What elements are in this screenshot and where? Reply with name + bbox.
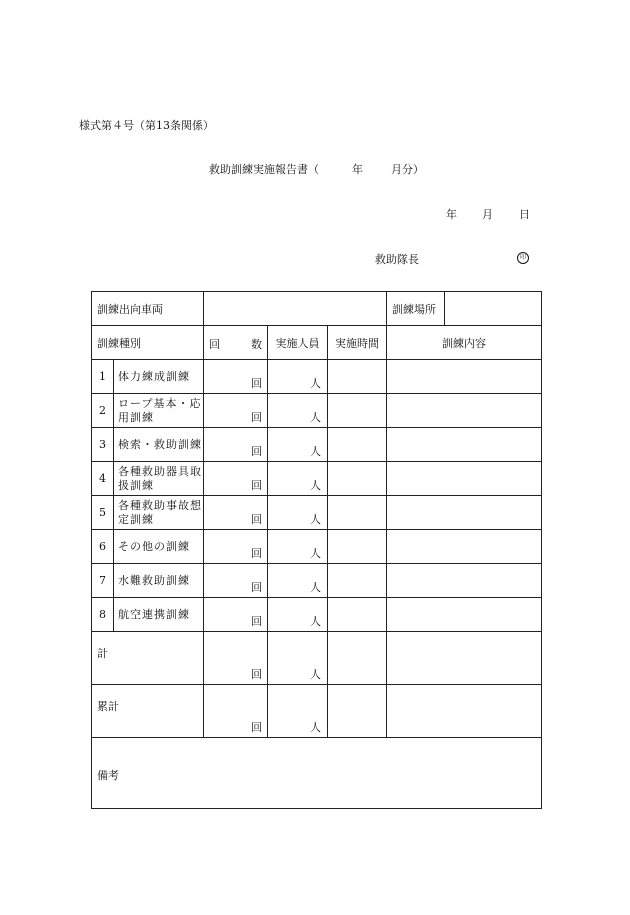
personnel-cell[interactable]: [268, 360, 328, 394]
training-row: [92, 530, 542, 564]
content-cell[interactable]: [387, 598, 542, 632]
content-cell[interactable]: [387, 360, 542, 394]
content-cell[interactable]: [387, 428, 542, 462]
count-cell[interactable]: [204, 428, 268, 462]
training-type-name: 水難救助訓練: [114, 564, 204, 598]
header-count-b: 数: [251, 338, 262, 351]
content-cell[interactable]: [387, 564, 542, 598]
total-time-cell[interactable]: [328, 632, 387, 685]
unit-persons: 人: [310, 668, 321, 681]
time-cell[interactable]: [328, 496, 387, 530]
training-row: [92, 428, 542, 462]
cumulative-count-cell[interactable]: [204, 685, 268, 738]
count-cell[interactable]: [204, 530, 268, 564]
unit-times: 回: [251, 377, 262, 390]
vehicle-field[interactable]: [204, 292, 387, 326]
unit-persons: 人: [310, 581, 321, 594]
training-row: [92, 598, 542, 632]
time-cell[interactable]: [328, 564, 387, 598]
training-row: [92, 462, 542, 496]
time-cell[interactable]: [328, 394, 387, 428]
vehicle-row: [92, 292, 542, 326]
training-row: [92, 360, 542, 394]
training-report-table: [91, 291, 542, 809]
time-cell[interactable]: [328, 428, 387, 462]
cumulative-row: [92, 685, 542, 738]
remarks-row: [92, 738, 542, 809]
unit-persons: 人: [310, 547, 321, 560]
training-type-name: 検索・救助訓練: [114, 428, 204, 462]
row-number: 8: [92, 598, 114, 632]
remarks-label: 備考: [97, 768, 119, 782]
row-number: 3: [92, 428, 114, 462]
total-count-cell[interactable]: [204, 632, 268, 685]
row-number: 6: [92, 530, 114, 564]
header-count-a: 回: [209, 338, 220, 351]
header-count: [204, 326, 268, 360]
row-number: 2: [92, 394, 114, 428]
cumulative-personnel-cell[interactable]: [268, 685, 328, 738]
count-cell[interactable]: [204, 564, 268, 598]
unit-times: 回: [251, 547, 262, 560]
report-title-month: 月分）: [391, 163, 424, 176]
training-type-name: その他の訓練: [114, 530, 204, 564]
total-label: 計: [92, 632, 204, 685]
cumulative-label: 累計: [92, 685, 204, 738]
unit-times: 回: [251, 615, 262, 628]
location-label: 訓練場所: [387, 292, 445, 326]
count-cell[interactable]: [204, 496, 268, 530]
personnel-cell[interactable]: [268, 496, 328, 530]
row-number: 7: [92, 564, 114, 598]
count-cell[interactable]: [204, 598, 268, 632]
training-type-name: 体力練成訓練: [114, 360, 204, 394]
unit-times: 回: [251, 445, 262, 458]
date-year-label: 年: [446, 208, 457, 221]
training-type-name: 航空連携訓練: [114, 598, 204, 632]
training-row: [92, 496, 542, 530]
training-row: [92, 564, 542, 598]
content-cell[interactable]: [387, 530, 542, 564]
date-day-label: 日: [519, 208, 530, 221]
training-type-name: 各種救助事故想定訓練: [114, 496, 204, 530]
unit-persons: 人: [310, 377, 321, 390]
unit-persons: 人: [310, 513, 321, 526]
personnel-cell[interactable]: [268, 428, 328, 462]
personnel-cell[interactable]: [268, 598, 328, 632]
total-personnel-cell[interactable]: [268, 632, 328, 685]
header-row: [92, 326, 542, 360]
unit-persons: 人: [310, 479, 321, 492]
content-cell[interactable]: [387, 462, 542, 496]
unit-persons: 人: [310, 615, 321, 628]
unit-persons: 人: [310, 721, 321, 734]
row-number: 5: [92, 496, 114, 530]
personnel-cell[interactable]: [268, 564, 328, 598]
unit-times: 回: [251, 721, 262, 734]
rescue-chief-label: 救助隊長: [375, 253, 419, 266]
count-cell[interactable]: [204, 360, 268, 394]
report-title: 救助訓練実施報告書（: [209, 163, 319, 176]
unit-persons: 人: [310, 445, 321, 458]
unit-times: 回: [251, 411, 262, 424]
unit-times: 回: [251, 668, 262, 681]
content-cell[interactable]: [387, 496, 542, 530]
time-cell[interactable]: [328, 530, 387, 564]
header-time: 実施時間: [328, 326, 387, 360]
unit-times: 回: [251, 581, 262, 594]
time-cell[interactable]: [328, 462, 387, 496]
time-cell[interactable]: [328, 360, 387, 394]
content-cell[interactable]: [387, 394, 542, 428]
location-field[interactable]: [445, 292, 542, 326]
total-content-cell[interactable]: [387, 632, 542, 685]
unit-times: 回: [251, 513, 262, 526]
unit-persons: 人: [310, 411, 321, 424]
count-cell[interactable]: [204, 462, 268, 496]
date-month-label: 月: [482, 208, 493, 221]
personnel-cell[interactable]: [268, 530, 328, 564]
training-row: [92, 394, 542, 428]
training-type-name: 各種救助器具取扱訓練: [114, 462, 204, 496]
training-type-name: ロープ基本・応用訓練: [114, 394, 204, 428]
seal-icon: 印: [517, 252, 529, 264]
cumulative-content-cell[interactable]: [387, 685, 542, 738]
form-number: 様式第４号（第13条関係）: [79, 119, 214, 132]
header-personnel: 実施人員: [268, 326, 328, 360]
report-title-year: 年: [352, 163, 363, 176]
header-type: 訓練種別: [92, 326, 204, 360]
row-number: 4: [92, 462, 114, 496]
remarks-cell[interactable]: [92, 738, 542, 809]
header-content: 訓練内容: [387, 326, 542, 360]
personnel-cell[interactable]: [268, 462, 328, 496]
personnel-cell[interactable]: [268, 394, 328, 428]
row-number: 1: [92, 360, 114, 394]
time-cell[interactable]: [328, 598, 387, 632]
count-cell[interactable]: [204, 394, 268, 428]
vehicle-label: 訓練出向車両: [92, 292, 204, 326]
unit-times: 回: [251, 479, 262, 492]
total-row: [92, 632, 542, 685]
cumulative-time-cell[interactable]: [328, 685, 387, 738]
